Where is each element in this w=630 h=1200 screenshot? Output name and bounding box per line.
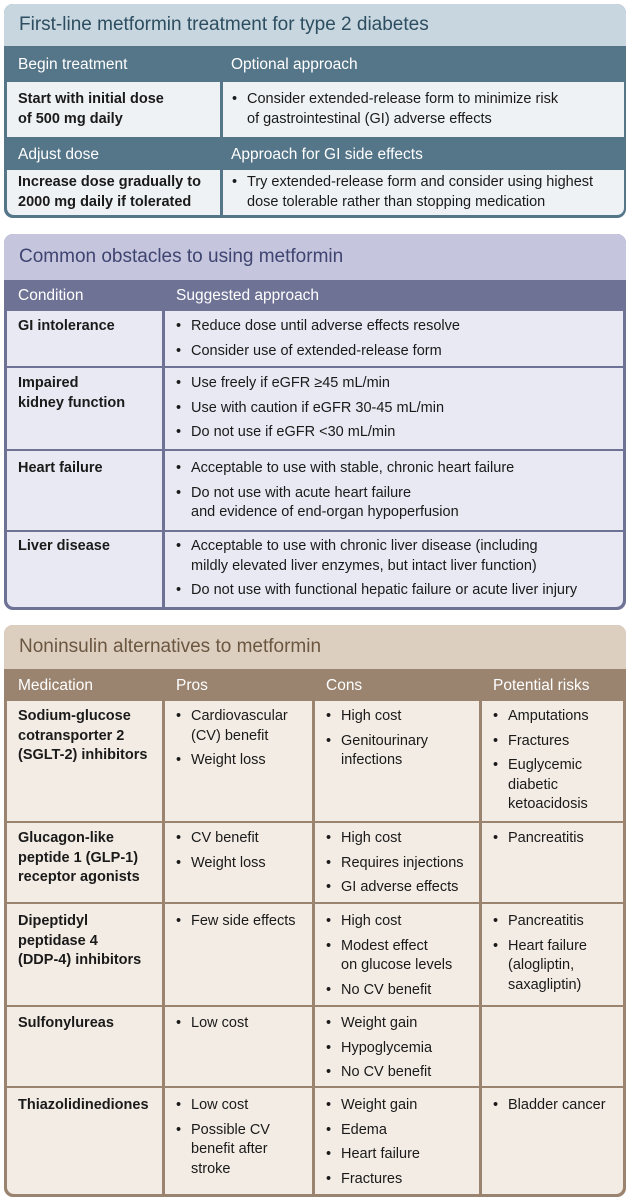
medication-thiazolidinediones: Thiazolidinediones (18, 1097, 149, 1113)
bullet-item: • GI adverse effects (326, 878, 464, 898)
cons-sulfonylureas (326, 1014, 432, 1083)
section-title: Common obstacles to using metformin (19, 246, 344, 267)
bullet-item: • Weight loss (176, 751, 288, 771)
section-title: First-line metformin treatment for type 2 diabetes (19, 14, 429, 35)
approach-kidney (176, 374, 444, 443)
risks-thiazolidinediones (493, 1096, 606, 1116)
bullet-item: • Consider use of extended-release form (176, 342, 460, 362)
bullet-item: • Try extended-release form and consider using highest dose tolerable rather than stopping medication (232, 173, 593, 212)
medication-sulfonylureas: Sulfonylureas (18, 1015, 114, 1031)
header-pros: Pros (176, 677, 208, 694)
pros-glp1 (176, 829, 266, 873)
header-potential-risks: Potential risks (493, 677, 590, 694)
condition-gi-intolerance: GI intolerance (18, 318, 115, 334)
header-gi-side-effects: Approach for GI side effects (231, 146, 423, 163)
pros-sglt2 (176, 707, 288, 771)
medication-glp1: Glucagon-like peptide 1 (GLP-1) receptor agonists (18, 830, 140, 885)
approach-gi-intolerance (176, 317, 460, 361)
bullet-item: • Low cost (176, 1014, 248, 1034)
bullet-item: • High cost (326, 829, 464, 849)
cons-sglt2 (326, 707, 428, 771)
cell-risks (482, 1007, 623, 1086)
bullet-item: • High cost (326, 707, 428, 727)
begin-treatment-text: Start with initial dose of 500 mg daily (18, 91, 164, 127)
bullet-item: • Consider extended-release form to minimize risk of gastrointestinal (GI) adverse effects (232, 90, 558, 129)
bullet-item: • No CV benefit (326, 981, 452, 1001)
header-condition: Condition (18, 287, 84, 304)
bullet-item: • Modest effect on glucose levels (326, 937, 452, 976)
bullet-item: • Weight gain (326, 1096, 420, 1116)
medication-ddp4: Dipeptidyl peptidase 4 (DDP-4) inhibitors (18, 913, 142, 968)
bullet-item: • Edema (326, 1121, 420, 1141)
bullet-item: • Pancreatitis (493, 829, 584, 849)
bullet-item: • Hypoglycemia (326, 1039, 432, 1059)
bullet-item: • Fractures (326, 1170, 420, 1190)
cons-thiazolidinediones (326, 1096, 420, 1189)
section-metformin-treatment (4, 4, 626, 218)
risks-glp1 (493, 829, 584, 849)
bullet-item: • Cardiovascular (CV) benefit (176, 707, 288, 746)
bullet-item: • Do not use if eGFR <30 mL/min (176, 423, 444, 443)
adjust-dose-text: Increase dose gradually to 2000 mg daily if tolerated (18, 174, 201, 210)
approach-heart-failure (176, 459, 514, 523)
bullet-item: • CV benefit (176, 829, 266, 849)
bullet-item: • Use freely if eGFR ≥45 mL/min (176, 374, 444, 394)
bullet-item: • Heart failure (326, 1145, 420, 1165)
bullet-item: • Requires injections (326, 854, 464, 874)
pros-thiazolidinediones (176, 1096, 270, 1179)
pros-sulfonylureas (176, 1014, 248, 1034)
header-begin-treatment: Begin treatment (18, 56, 128, 73)
condition-kidney: Impaired kidney function (18, 375, 126, 411)
section-noninsulin-alternatives (4, 625, 626, 1197)
bullet-item: • Possible CV benefit after stroke (176, 1121, 270, 1180)
risks-ddp4 (493, 912, 587, 995)
bullet-item: • High cost (326, 912, 452, 932)
cons-ddp4 (326, 912, 452, 1000)
bullet-item: • Pancreatitis (493, 912, 587, 932)
pros-ddp4 (176, 912, 296, 932)
bullet-item: • Acceptable to use with stable, chronic heart failure (176, 459, 514, 479)
optional-approach-text (232, 90, 558, 129)
bullet-item: • Amputations (493, 707, 589, 727)
bullet-item: • Genitourinary infections (326, 732, 428, 771)
bullet-item: • Weight gain (326, 1014, 432, 1034)
section-common-obstacles (4, 234, 626, 610)
condition-heart-failure: Heart failure (18, 460, 103, 476)
condition-liver: Liver disease (18, 538, 110, 554)
bullet-item: • Fractures (493, 732, 589, 752)
header-suggested-approach: Suggested approach (176, 287, 320, 304)
risks-sglt2 (493, 707, 589, 815)
bullet-item: • Acceptable to use with chronic liver disease (including mildly elevated liver enzymes, but intact liver function) (176, 537, 577, 576)
bullet-item: • Heart failure (alogliptin, saxagliptin) (493, 937, 587, 996)
bullet-item: • Do not use with functional hepatic failure or acute liver injury (176, 581, 577, 601)
header-optional-approach: Optional approach (231, 56, 358, 73)
header-cons: Cons (326, 677, 363, 694)
section-title: Noninsulin alternatives to metformin (19, 636, 322, 657)
bullet-item: • Few side effects (176, 912, 296, 932)
bullet-item: • Bladder cancer (493, 1096, 606, 1116)
cons-glp1 (326, 829, 464, 898)
medication-sglt2: Sodium-glucose cotransporter 2 (SGLT-2) inhibitors (18, 708, 148, 763)
header-medication: Medication (18, 677, 93, 694)
bullet-item: • Weight loss (176, 854, 266, 874)
bullet-item: • Do not use with acute heart failure and evidence of end-organ hypoperfusion (176, 484, 514, 523)
bullet-item: • Reduce dose until adverse effects resolve (176, 317, 460, 337)
bullet-item: • Use with caution if eGFR 30-45 mL/min (176, 399, 444, 419)
approach-liver (176, 537, 577, 601)
gi-side-effects-text (232, 173, 593, 212)
bullet-item: • No CV benefit (326, 1063, 432, 1083)
bullet-item: • Low cost (176, 1096, 270, 1116)
bullet-item: • Euglycemic diabetic ketoacidosis (493, 756, 589, 815)
header-adjust-dose: Adjust dose (18, 146, 99, 163)
